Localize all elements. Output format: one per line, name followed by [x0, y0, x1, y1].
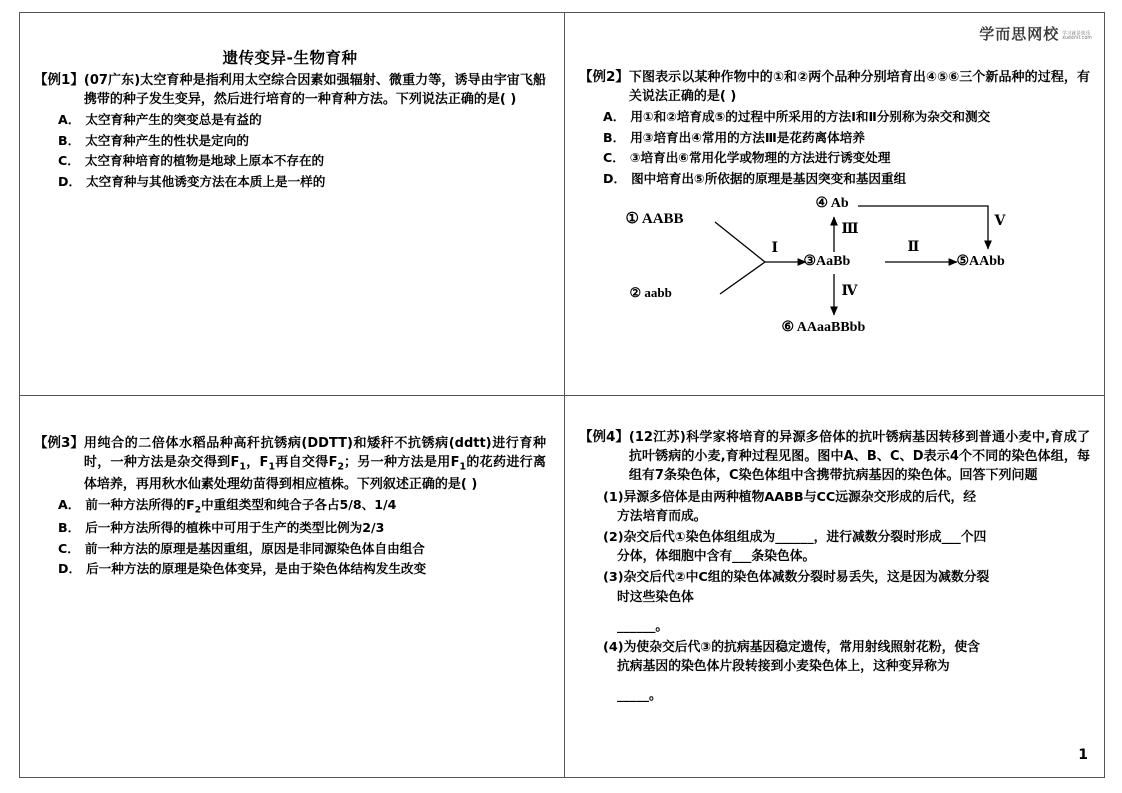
diagram-node-6: ⑥ AAaaBBbb [781, 320, 866, 336]
option-a-letter: A． [603, 109, 626, 125]
subquestion-2-number: (2) [603, 530, 624, 546]
option-a-letter: A． [58, 112, 81, 128]
diagram-node-1: ① AABB [625, 211, 684, 228]
stem-part-c: 再自交得F [274, 455, 338, 471]
option-c-letter: C． [58, 153, 80, 169]
subquestion-3-line1: 杂交后代②中C组的染色体减数分裂时易丢失，这是因为减数分裂 [623, 570, 990, 586]
subquestion-1-line2: 方法培育而成。 [617, 508, 707, 524]
subquestion-2-line2: 分体，体细胞中含有___条染色体。 [617, 549, 816, 565]
subquestion-1-number: (1) [603, 489, 624, 505]
breeding-flow-diagram [620, 197, 1050, 352]
option-a-text: 太空育种产生的突变总是有益的 [85, 112, 262, 128]
option-c-letter: C． [603, 150, 625, 166]
diagram-label-I: Ⅰ [771, 241, 779, 257]
stem-part-d: ；另一种方法是用F [344, 455, 460, 471]
option-c-letter: C． [58, 540, 80, 556]
question-3-options [34, 495, 546, 579]
diagram-node-5: ⑤AAbb [956, 254, 1005, 270]
question-2-tag: 【例2】 [579, 69, 629, 85]
option-c-text: 前一种方法的原理是基因重组，原因是非同源染色体自由组合 [84, 540, 425, 556]
watermark-brand: 学而思网校 [979, 25, 1060, 43]
page-title: 遗传变异-生物育种 [222, 49, 358, 67]
watermark-tagline [1062, 33, 1092, 44]
panel-example-1 [20, 13, 565, 396]
diagram-label-V: Ⅴ [994, 214, 1006, 230]
option-c[interactable] [58, 151, 546, 171]
diagram-label-III: Ⅲ [841, 222, 859, 238]
option-b-text: 用③培育出④常用的方法Ⅲ是花药离体培养 [630, 129, 865, 145]
stem-sub-2: 1 [268, 461, 275, 473]
stem-part-e: 的花药进行离体培养，再用秋水仙素处理幼苗得到相应植株。下列叙述正确的是( ) [83, 455, 546, 492]
option-b-text: 太空育种产生的性状是定向的 [85, 132, 249, 148]
watermark-tagline-cn: 学习就是快乐 [1062, 31, 1091, 37]
option-d[interactable] [603, 169, 1090, 189]
option-b[interactable] [603, 128, 1090, 148]
stem-sub-1: 1 [239, 461, 246, 473]
diagram-node-2: ② aabb [629, 285, 672, 301]
subquestion-4-line2: 抗病基因的染色体片段转接到小麦染色体上，这种变异称为 [617, 659, 950, 675]
option-a[interactable] [58, 110, 546, 130]
question-1 [34, 71, 546, 109]
diagram-label-II: Ⅱ [907, 240, 920, 256]
option-b-letter: B． [603, 129, 626, 145]
option-d-letter: D． [58, 560, 82, 576]
option-a-post: 中重组类型和纯合子各占5/8、1/4 [201, 496, 397, 512]
option-b-letter: B． [58, 520, 81, 536]
option-c[interactable] [603, 148, 1090, 168]
option-c[interactable] [58, 539, 546, 559]
slide-grid [19, 12, 1105, 778]
option-d[interactable] [58, 172, 546, 192]
question-1-tag: 【例1】 [34, 72, 84, 88]
option-b-letter: B． [58, 132, 81, 148]
subquestion-3-blank-line: ______。 [617, 618, 669, 634]
subquestion-4-line1: 为使杂交后代③的抗病基因稳定遗传，常用射线照射花粉，使含 [623, 640, 980, 656]
option-b[interactable] [58, 518, 546, 538]
stem-part-a: 用纯合的二倍体水稻品种高秆抗锈病(DDTT)和矮秆不抗锈病(ddtt)进行育种时，一种方法是杂交得到F [83, 436, 546, 471]
question-2-options [579, 107, 1090, 189]
option-d[interactable] [58, 559, 546, 579]
diagram-label-IV: Ⅳ [841, 284, 858, 300]
question-1-options [34, 110, 546, 192]
question-4-subquestions [579, 488, 1090, 706]
question-2 [579, 68, 1090, 106]
subquestion-4 [603, 638, 1090, 706]
diagram-node-3: ③AaBb [803, 254, 851, 270]
subquestion-3-line2: 时这些染色体 [617, 589, 694, 605]
question-2-stem: 下图表示以某种作物中的①和②两个品种分别培育出④⑤⑥三个新品种的过程，有关说法正确的是( ) [628, 70, 1090, 105]
option-a-pre: 前一种方法所得的F [85, 496, 195, 512]
question-3-tag: 【例3】 [34, 435, 84, 451]
subquestion-3-number: (3) [603, 570, 624, 586]
option-b-text: 后一种方法所得的植株中可用于生产的类型比例为2/3 [85, 520, 385, 536]
option-c-text: ③培育出⑥常用化学或物理的方法进行诱变处理 [629, 150, 891, 166]
stem-part-b: ，F [245, 455, 269, 471]
option-a-sub: 2 [194, 505, 202, 516]
subquestion-2-line1: 杂交后代①染色体组组成为______，进行减数分裂时形成___个四 [623, 530, 987, 546]
question-3 [34, 434, 546, 494]
question-4 [579, 428, 1090, 486]
stem-sub-3: 2 [337, 461, 344, 473]
watermark-tagline-en: xueersi.com [1062, 35, 1092, 42]
option-d-text: 图中培育出⑤所依据的原理是基因突变和基因重组 [631, 170, 907, 186]
subquestion-4-blank-line: _____。 [617, 688, 662, 704]
subquestion-4-number: (4) [603, 640, 624, 656]
subquestion-2 [603, 528, 1090, 566]
option-a-letter: A． [58, 496, 81, 512]
option-d-letter: D． [603, 170, 627, 186]
panel-example-3 [20, 396, 565, 777]
question-4-stem: (12江苏)科学家将培育的异源多倍体的抗叶锈病基因转移到普通小麦中,育成了抗叶锈病的小麦,育种过程见图。图中A、B、C、D表示4个不同的染色体组，每组有7条染色体，C染色体组中含携带抗病基因的染色体。回答下列问题 [628, 430, 1090, 484]
option-d-text: 后一种方法的原理是染色体变异，是由于染色体结构发生改变 [86, 560, 427, 576]
question-1-stem: (07广东)太空育种是指利用太空综合因素如强辐射、微重力等，诱导由宇宙飞船携带的种子发生变异，然后进行培育的一种育种方法。下列说法正确的是( ) [83, 73, 546, 108]
option-a-text: 用①和②培育成⑤的过程中所采用的方法Ⅰ和Ⅱ分别称为杂交和测交 [630, 109, 991, 125]
option-b[interactable] [58, 131, 546, 151]
option-a[interactable] [58, 495, 546, 518]
question-3-stem [84, 434, 546, 494]
option-c-text: 太空育种培育的植物是地球上原本不存在的 [84, 153, 325, 169]
subquestion-3 [603, 568, 1090, 636]
panel-example-2 [565, 13, 1104, 396]
option-d-text: 太空育种与其他诱变方法在本质上是一样的 [86, 173, 326, 189]
subquestion-1 [603, 488, 1090, 526]
diagram-node-4: ④ Ab [815, 196, 849, 212]
page-number: 1 [1078, 747, 1088, 763]
question-4-tag: 【例4】 [579, 429, 629, 445]
option-a[interactable] [603, 107, 1090, 127]
watermark-logo [979, 23, 1092, 44]
subquestion-1-line1: 异源多倍体是由两种植物AABB与CC远源杂交形成的后代，经 [623, 489, 977, 505]
panel-example-4 [565, 396, 1104, 777]
option-d-letter: D． [58, 173, 82, 189]
stem-sub-4: 1 [459, 461, 467, 473]
